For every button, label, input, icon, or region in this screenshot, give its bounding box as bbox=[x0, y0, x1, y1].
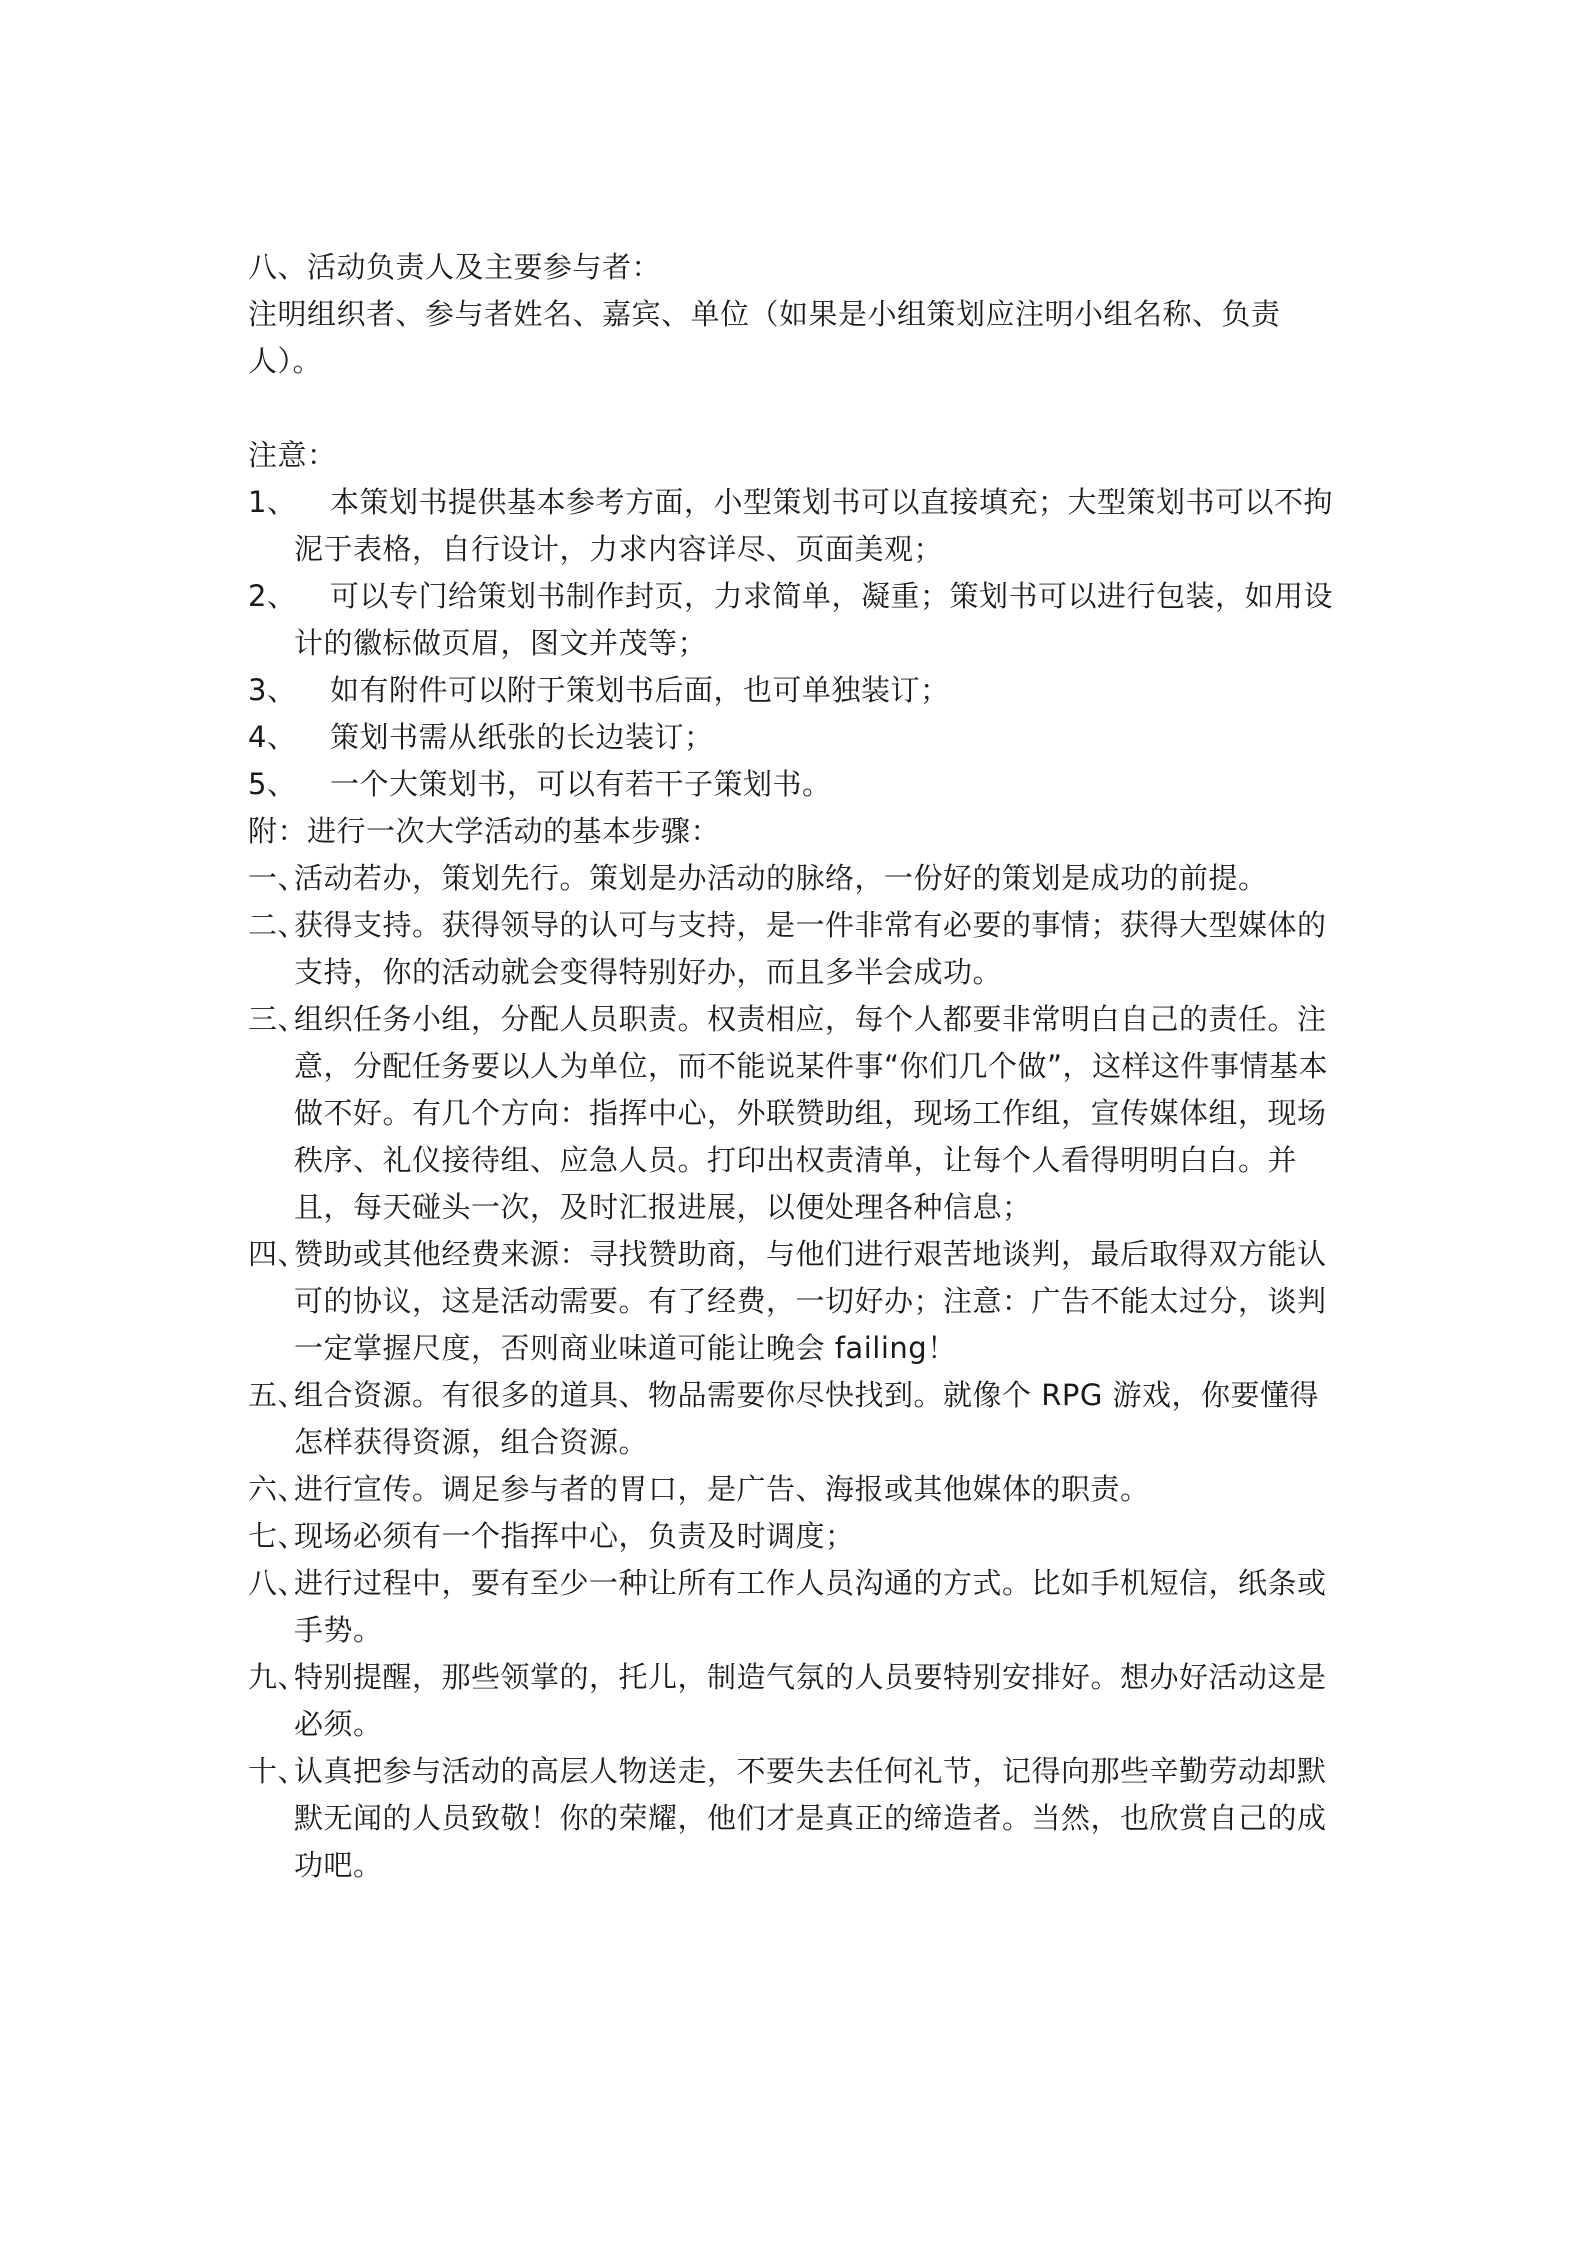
step-text: 组合资源。有很多的道具、物品需要你尽快找到。就像个 RPG 游戏，你要懂得怎样获得资源，组合资源。 bbox=[294, 1378, 1320, 1459]
note-text: 本策划书提供基本参考方面，小型策划书可以直接填充；大型策划书可以不拘泥于表格，自行设计，力求内容详尽、页面美观； bbox=[294, 485, 1334, 566]
step-text: 认真把参与活动的高层人物送走，不要失去任何礼节，记得向那些辛勤劳动却默默无闻的人员致敬！你的荣耀，他们才是真正的缔造者。当然，也欣赏自己的成功吧。 bbox=[294, 1754, 1327, 1882]
note-number: 3、 bbox=[248, 673, 297, 707]
step-number: 九、 bbox=[248, 1660, 308, 1694]
step-item bbox=[248, 996, 1348, 1231]
step-item bbox=[248, 1748, 1348, 1889]
step-item bbox=[248, 1466, 1348, 1513]
step-text: 特别提醒，那些领掌的，托儿，制造气氛的人员要特别安排好。想办好活动这是必须。 bbox=[294, 1660, 1327, 1741]
appendix-title: 附：进行一次大学活动的基本步骤： bbox=[248, 814, 721, 848]
section-heading: 八、活动负责人及主要参与者： bbox=[248, 250, 662, 284]
note-number: 1、 bbox=[248, 485, 297, 519]
step-text: 赞助或其他经费来源：寻找赞助商，与他们进行艰苦地谈判，最后取得双方能认可的协议，这是活动需要。有了经费，一切好办；注意：广告不能太过分，谈判一定掌握尺度，否则商业味道可能让晚会 failing！ bbox=[294, 1237, 1327, 1365]
notes-title: 注意： bbox=[248, 438, 337, 472]
step-text: 进行宣传。调足参与者的胃口，是广告、海报或其他媒体的职责。 bbox=[294, 1472, 1150, 1506]
note-item bbox=[248, 761, 1348, 808]
step-number: 八、 bbox=[248, 1566, 308, 1600]
section-body: 注明组织者、参与者姓名、嘉宾、单位（如果是小组策划应注明小组名称、负责人）。 bbox=[248, 297, 1281, 378]
step-item bbox=[248, 1654, 1348, 1748]
step-item bbox=[248, 902, 1348, 996]
step-item bbox=[248, 1513, 1348, 1560]
step-text: 进行过程中，要有至少一种让所有工作人员沟通的方式。比如手机短信，纸条或手势。 bbox=[294, 1566, 1327, 1647]
step-text: 活动若办，策划先行。策划是办活动的脉络，一份好的策划是成功的前提。 bbox=[294, 861, 1268, 895]
step-number: 二、 bbox=[248, 908, 308, 942]
note-text: 策划书需从纸张的长边装订； bbox=[330, 720, 714, 754]
step-item bbox=[248, 1372, 1348, 1466]
step-item bbox=[248, 1231, 1348, 1372]
note-item bbox=[248, 667, 1348, 714]
note-number: 5、 bbox=[248, 767, 297, 801]
note-item bbox=[248, 714, 1348, 761]
note-text: 如有附件可以附于策划书后面，也可单独装订； bbox=[330, 673, 950, 707]
step-item bbox=[248, 855, 1348, 902]
note-text: 可以专门给策划书制作封页，力求简单，凝重；策划书可以进行包装，如用设计的徽标做页眉，图文并茂等； bbox=[294, 579, 1334, 660]
step-text: 现场必须有一个指挥中心，负责及时调度； bbox=[294, 1519, 855, 1553]
step-number: 十、 bbox=[248, 1754, 308, 1788]
step-number: 六、 bbox=[248, 1472, 308, 1506]
note-item bbox=[248, 479, 1348, 573]
note-number: 2、 bbox=[248, 579, 297, 613]
step-text: 获得支持。获得领导的认可与支持，是一件非常有必要的事情；获得大型媒体的支持，你的活动就会变得特别好办，而且多半会成功。 bbox=[294, 908, 1327, 989]
document-content bbox=[248, 244, 1348, 1889]
step-number: 四、 bbox=[248, 1237, 308, 1271]
spacer bbox=[248, 385, 1348, 432]
step-number: 五、 bbox=[248, 1378, 308, 1412]
note-item bbox=[248, 573, 1348, 667]
step-item bbox=[248, 1560, 1348, 1654]
step-text: 组织任务小组，分配人员职责。权责相应，每个人都要非常明白自己的责任。注意，分配任务要以人为单位，而不能说某件事“你们几个做”，这样这件事情基本做不好。有几个方向：指挥中心，外联赞助组，现场工作组，宣传媒体组，现场秩序、礼仪接待组、应急人员。打印出权责清单，让每个人看得明明白白。并且，每天碰头一次，及时汇报进展，以便处理各种信息； bbox=[294, 1002, 1329, 1224]
step-number: 七、 bbox=[248, 1519, 308, 1553]
note-number: 4、 bbox=[248, 720, 297, 754]
step-number: 一、 bbox=[248, 861, 308, 895]
note-text: 一个大策划书，可以有若干子策划书。 bbox=[330, 767, 832, 801]
step-number: 三、 bbox=[248, 1002, 308, 1036]
